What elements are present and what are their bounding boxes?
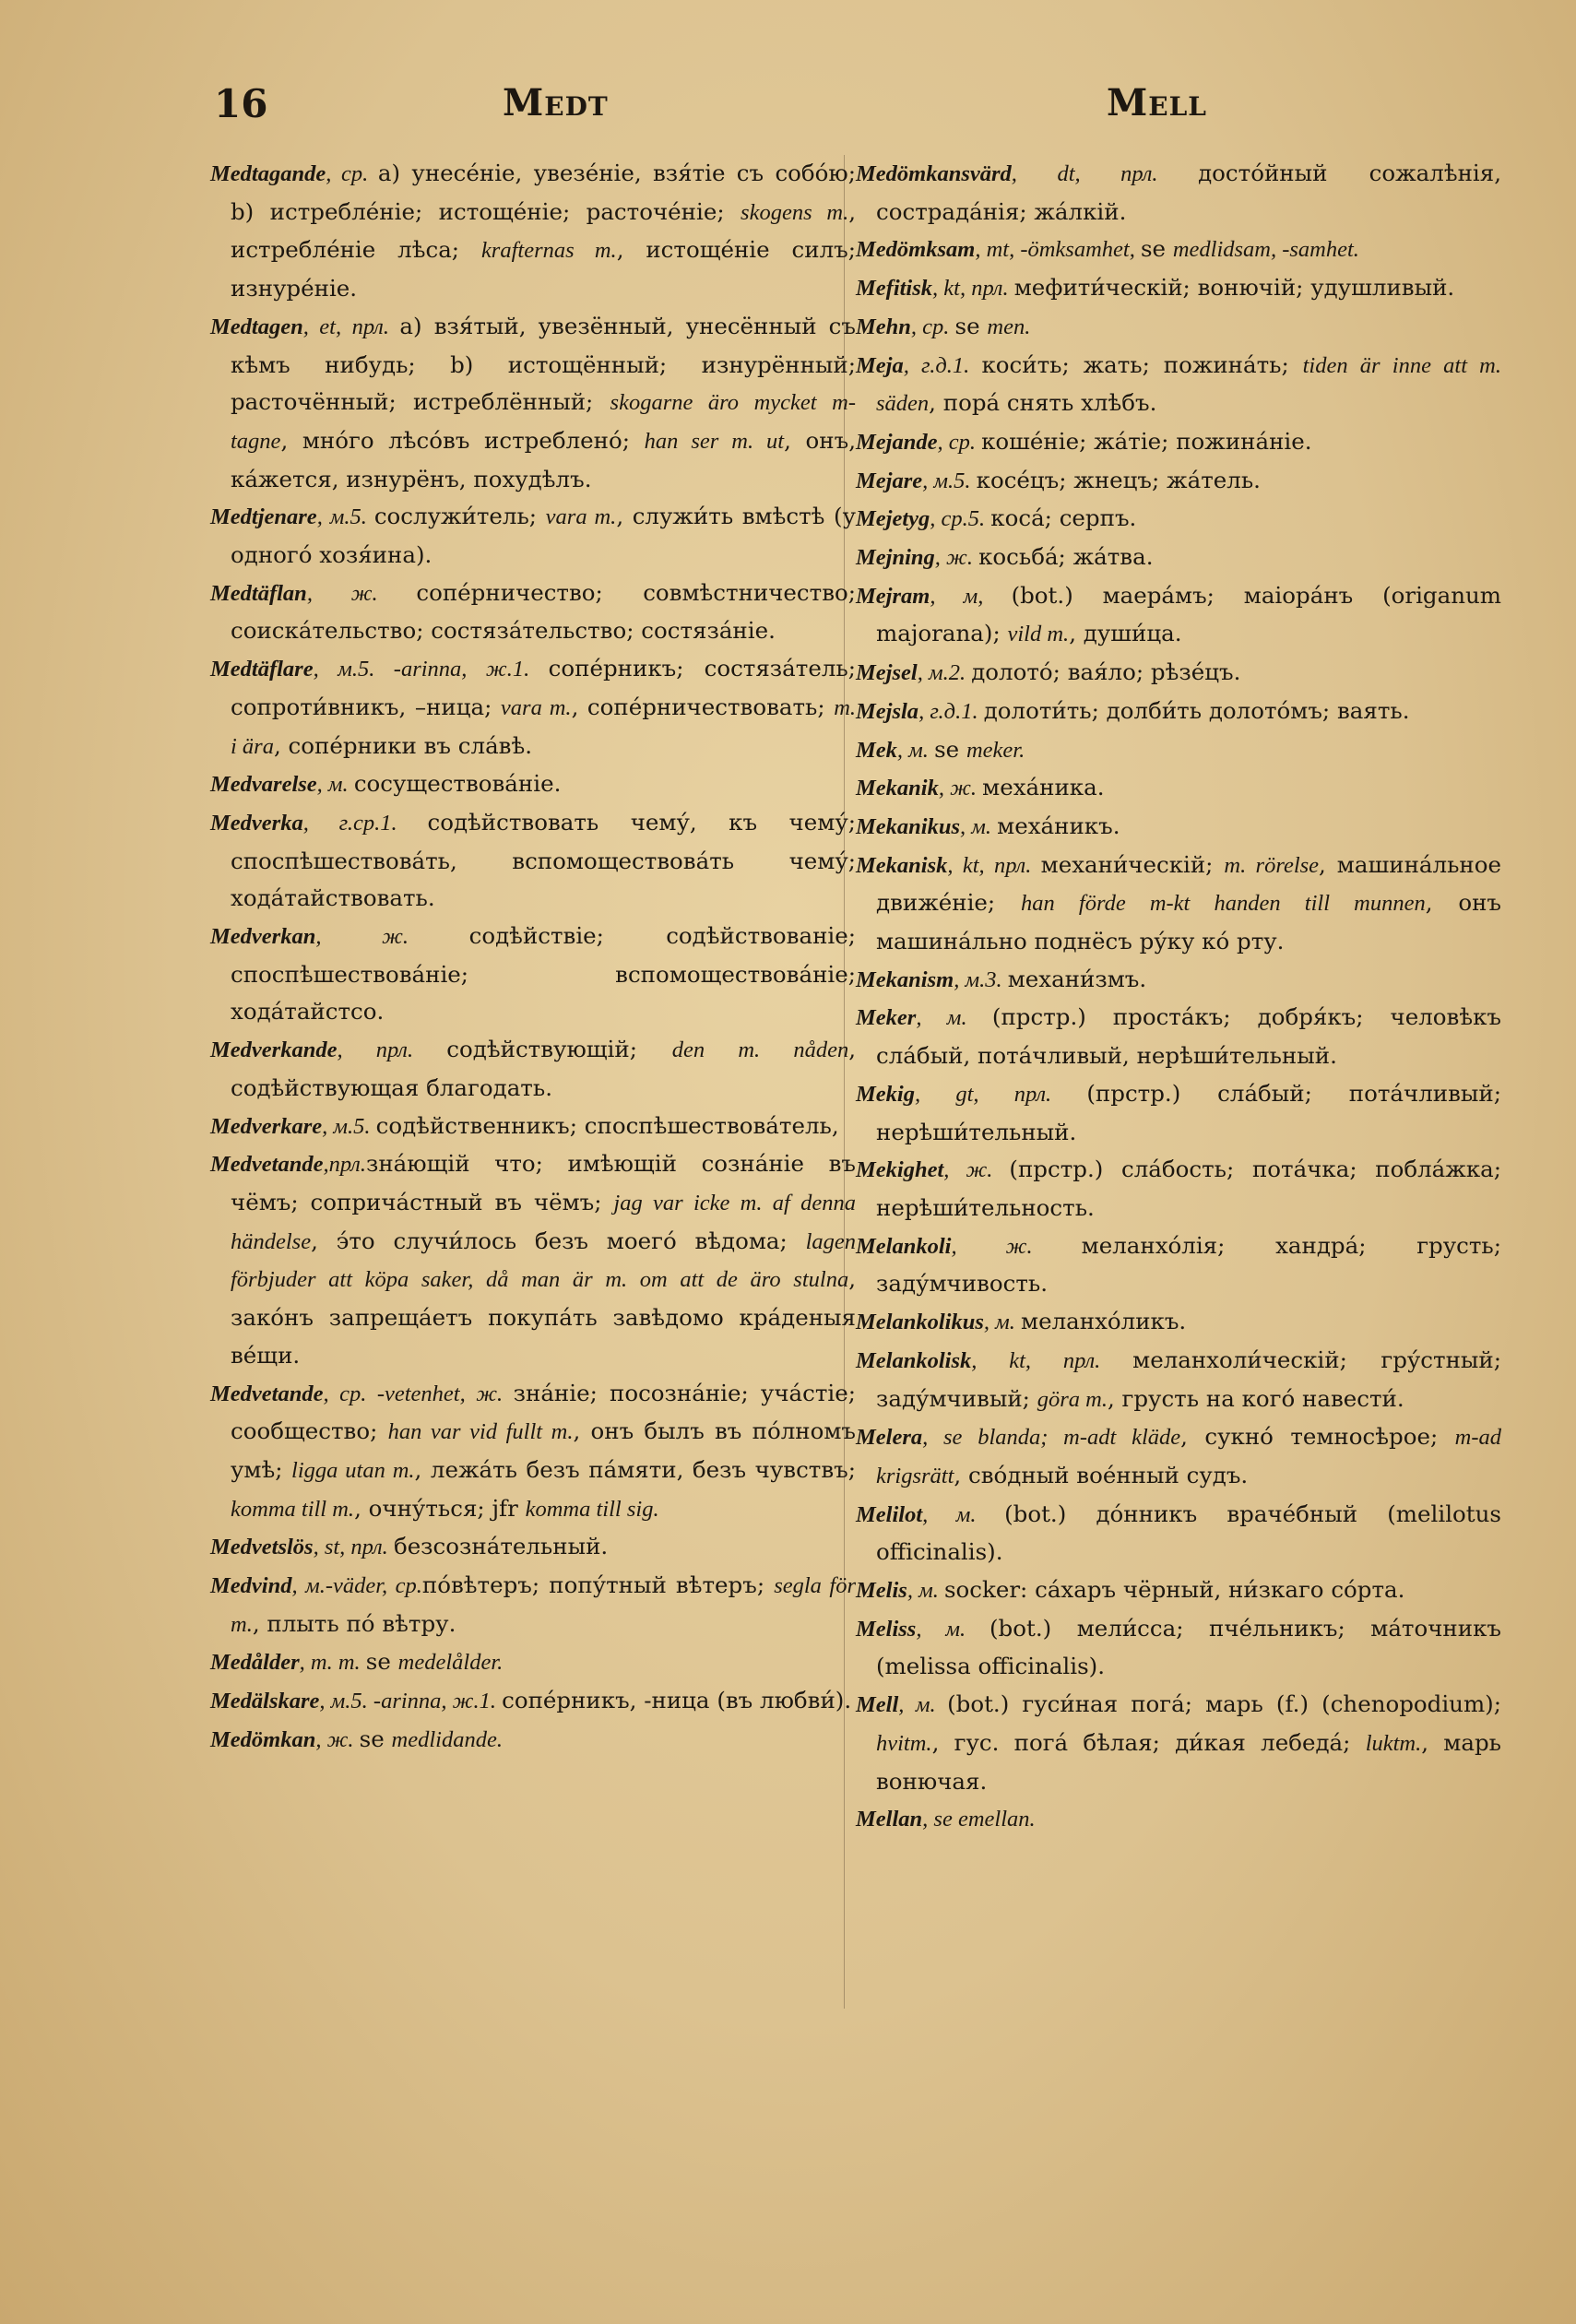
translation-text: коси́ть; жать; пожинáть;	[981, 350, 1303, 378]
swedish-phrase: , м.	[922, 1501, 1005, 1527]
swedish-phrase: emellan.	[957, 1807, 1036, 1832]
translation-text: , сукнó темносѣрое;	[1180, 1423, 1455, 1451]
swedish-phrase: , et, прл.	[302, 314, 400, 339]
translation-text: (bot.) гуси́ная погá; марь (f.) (chenopodium);	[947, 1690, 1501, 1718]
swedish-phrase: ligga utan m.	[291, 1457, 415, 1483]
headword: Medverkare	[210, 1113, 323, 1139]
translation-text: содѣйствовать чему́, къ чему́; споспѣшествовáть, вспомоществовáть чему́; ходáтайствовать.	[231, 808, 856, 912]
dictionary-entry	[856, 769, 1501, 808]
translation-text: механи́змъ.	[1007, 965, 1147, 992]
swedish-phrase: , м.-väder, ср.	[291, 1573, 422, 1599]
translation-text: , свóдный воéнный судъ.	[954, 1461, 1249, 1488]
translation-text: механи́ческій;	[1040, 850, 1225, 878]
dictionary-entry	[856, 1496, 1501, 1571]
translation-text: а) взя́тый, увезённый, унесённый съ кѣмъ нибудь; b) истощённый; изнурённый; расточённый; истреблённый;	[231, 312, 856, 416]
swedish-phrase: , ж.	[934, 545, 979, 571]
swedish-phrase: , ср.5.	[930, 506, 991, 532]
translation-text: мехáника.	[982, 774, 1105, 801]
dictionary-entry	[210, 1682, 856, 1721]
swedish-phrase: han förde m-kt handen till munnen	[1020, 891, 1426, 917]
translation-text: (bot.) мели́сса; пчéльникъ; мáточникъ (melissa officinalis).	[876, 1614, 1501, 1680]
swedish-phrase: , ср.	[937, 429, 982, 455]
dictionary-entry	[856, 539, 1501, 577]
headword: Medverka	[210, 810, 303, 836]
dictionary-entry	[210, 918, 856, 1031]
headword: Meker	[856, 1005, 917, 1031]
headword: Medälskare	[210, 1689, 320, 1714]
swedish-phrase: , gt, прл.	[914, 1081, 1087, 1107]
right-column	[856, 155, 1501, 1839]
swedish-phrase: vild m.	[1007, 622, 1070, 647]
swedish-phrase: , st, прл.	[313, 1535, 394, 1560]
dictionary-entry	[856, 847, 1501, 961]
dictionary-entry	[856, 308, 1501, 347]
swedish-phrase: , ж.	[315, 1726, 360, 1752]
swedish-phrase: m. i ära	[231, 694, 857, 759]
swedish-phrase: , ж.	[943, 1157, 1010, 1183]
headword: Medverkan	[210, 924, 316, 950]
swedish-phrase: , se	[922, 1425, 978, 1451]
swedish-phrase: ,прл.	[323, 1152, 366, 1178]
translation-text: , души́ца.	[1069, 620, 1182, 647]
swedish-phrase: , ср.	[326, 161, 378, 186]
headword: Mekig	[856, 1081, 915, 1107]
swedish-phrase: , м.	[906, 1578, 944, 1604]
dictionary-entry	[856, 1571, 1501, 1610]
dictionary-entry	[210, 1567, 856, 1643]
translation-text: se	[954, 312, 988, 339]
translation-text: , плыть пó вѣтру.	[252, 1609, 456, 1637]
headword: Mehn	[856, 314, 911, 339]
headword: Mekanikus	[856, 813, 961, 839]
headword: Medömkan	[210, 1726, 316, 1752]
dictionary-entry	[856, 654, 1501, 693]
translation-text: se	[934, 735, 966, 763]
page-header	[0, 81, 1576, 146]
translation-text: , служи́ть вмѣстѣ (у одногó хозя́ина).	[231, 503, 856, 569]
translation-text: меланхóликъ.	[1021, 1308, 1187, 1335]
dictionary-entry	[856, 693, 1501, 731]
swedish-phrase: jag var icke m. af denna händelse	[231, 1190, 856, 1254]
headword: Medömkansvärd	[856, 161, 1012, 186]
headword: Mejram	[856, 583, 930, 609]
headword: Melis	[856, 1578, 907, 1604]
translation-text: кошéніе; жáтіе; пожинáніе.	[981, 427, 1312, 455]
left-guide-word: Medt	[503, 81, 609, 125]
translation-text: знáніе; посознáніе; учáстіе; сообщество;	[231, 1379, 856, 1445]
dictionary-entry	[856, 1342, 1501, 1418]
swedish-phrase: , г.д.1.	[918, 698, 984, 724]
translation-text: , онъ былъ въ пóлномъ умѣ;	[231, 1417, 856, 1483]
headword: Medtäflan	[210, 580, 307, 606]
headword: Melankolikus	[856, 1310, 984, 1335]
swedish-phrase: , kt, прл.	[971, 1347, 1133, 1373]
dictionary-entry	[856, 231, 1501, 269]
translation-text: se	[359, 1725, 392, 1752]
translation-text: а) унесéніе, увезéніе, взя́тіе съ собóю; b) истреблéніе; истощéніе; расточéніе;	[231, 160, 856, 225]
headword: Medvetande	[210, 1381, 324, 1406]
swedish-phrase: hvitm.	[876, 1730, 932, 1756]
headword: Medtjenare	[210, 504, 317, 530]
swedish-phrase: han ser m. ut	[644, 428, 785, 454]
translation-text: , э́то случи́лось безъ моегó вѣдома;	[311, 1227, 806, 1254]
dictionary-entry	[210, 650, 856, 765]
dictionary-entry	[856, 269, 1501, 308]
translation-text: мехáникъ.	[997, 812, 1120, 839]
headword: Medtagande	[210, 161, 326, 186]
swedish-phrase: skogens m.	[741, 199, 849, 225]
swedish-phrase: blanda; m-adt kläde	[978, 1425, 1181, 1451]
swedish-phrase: medelålder.	[397, 1650, 504, 1676]
headword: Mejsel	[856, 660, 918, 686]
dictionary-entry	[210, 308, 856, 499]
swedish-phrase: , ж.	[306, 580, 417, 606]
swedish-phrase: men.	[987, 314, 1031, 339]
dictionary-entry	[856, 1800, 1501, 1839]
translation-text: , машинáльное движéніе;	[876, 850, 1501, 917]
translation-text: , истреблéніе лѣса;	[231, 197, 856, 264]
dictionary-entry	[856, 1075, 1501, 1151]
translation-text: сопéрникъ; состязáтель; сопроти́вникъ, –ница;	[231, 655, 856, 720]
dictionary-entry	[210, 575, 856, 650]
swedish-phrase: lagen förbjuder att köpa saker, då man är m. om att de äro stulna	[231, 1228, 856, 1293]
dictionary-entry	[856, 1227, 1501, 1303]
dictionary-entry	[856, 1303, 1501, 1342]
headword: Medvind	[210, 1573, 292, 1599]
swedish-phrase: , м.	[916, 1616, 989, 1642]
dictionary-entry	[856, 999, 1501, 1074]
headword: Mekanisk	[856, 852, 948, 878]
translation-text: , гус. погá бѣлая; ди́кая лебедá;	[931, 1728, 1366, 1756]
swedish-phrase: den m. nåden	[671, 1038, 849, 1063]
headword: Mejning	[856, 545, 935, 571]
swedish-phrase: m-ad krigsrätt	[876, 1425, 1501, 1488]
headword: Medvetande	[210, 1152, 324, 1178]
swedish-phrase: , м,	[930, 583, 1012, 609]
dictionary-entry	[856, 462, 1501, 501]
swedish-phrase: han var vid fullt m.	[387, 1419, 574, 1445]
headword: Medvarelse	[210, 772, 317, 798]
swedish-phrase: komma till m.	[231, 1496, 355, 1522]
translation-text: меланхоли́ческій; гру́стный; заду́мчивый;	[876, 1346, 1501, 1412]
swedish-phrase: , m. m.	[299, 1650, 366, 1676]
headword: Mellan	[856, 1807, 923, 1832]
swedish-phrase: tiden är inne att m. säden	[876, 352, 1502, 417]
swedish-phrase: medlidande.	[391, 1726, 503, 1752]
headword: Medvetslös	[210, 1535, 314, 1560]
dictionary-entry	[210, 1031, 856, 1107]
translation-text: , онъ машинáльно поднёсъ ру́ку кó рту.	[876, 889, 1501, 955]
swedish-phrase: , м.5.	[322, 1113, 376, 1139]
right-guide-word: Mell	[1107, 81, 1207, 125]
left-column	[210, 155, 856, 1760]
swedish-phrase: , м.2.	[917, 660, 972, 686]
swedish-phrase: vara m.	[500, 694, 572, 720]
translation-text: , истощéніе силъ; изнурéніе.	[231, 236, 856, 302]
headword: Melankolisk	[856, 1347, 972, 1373]
translation-text: меланхóлія; хандрá; грусть; заду́мчивость.	[876, 1231, 1502, 1298]
headword: Mek	[856, 737, 897, 763]
headword: Medålder	[210, 1650, 300, 1676]
swedish-phrase: skogarne äro mycket m-tagne	[231, 390, 856, 454]
dictionary-entry	[856, 577, 1501, 654]
headword: Mejetyg	[856, 506, 930, 532]
translation-text: , порá снять хлѣбъ.	[929, 389, 1157, 417]
dictionary-entry	[856, 423, 1501, 462]
translation-text: содѣйствіе; содѣйствованіе; споспѣшествовáніе; вспомоществовáніе; ходáтайстсо.	[231, 922, 857, 1026]
headword: Meliss	[856, 1616, 917, 1642]
translation-text: долотó; вая́ло; рѣзéцъ.	[971, 658, 1241, 686]
translation-text: содѣйствующій;	[446, 1036, 672, 1063]
headword: Mekanism	[856, 966, 954, 992]
translation-text: , сопéрничествовать;	[571, 693, 835, 720]
translation-text: , онъ, кáжется, изнурёнъ, похудѣлъ.	[231, 426, 857, 492]
translation-text: , грусть на когó навести́.	[1107, 1384, 1404, 1412]
dictionary-entry	[210, 1108, 856, 1146]
translation-text: безсознáтельный.	[393, 1533, 609, 1560]
translation-text: долоти́ть; долби́ть долотóмъ; ваять.	[983, 696, 1410, 724]
dictionary-entry	[856, 808, 1501, 847]
swedish-phrase: , kt, прл.	[932, 276, 1014, 302]
swedish-phrase: , ж.	[938, 776, 983, 801]
headword: Medverkande	[210, 1038, 338, 1063]
swedish-phrase: göra m.	[1037, 1386, 1108, 1412]
dictionary-entry	[210, 804, 856, 918]
swedish-phrase: , м.5.	[922, 468, 977, 493]
swedish-phrase: luktm.	[1365, 1730, 1422, 1756]
swedish-phrase: , прл.	[337, 1038, 447, 1063]
swedish-phrase: , se	[922, 1807, 958, 1832]
translation-text: socker: сáхаръ чёрный, ни́зкаго сóрта.	[943, 1576, 1405, 1604]
swedish-phrase: , м.	[316, 772, 354, 798]
swedish-phrase: , м.5.	[316, 504, 374, 530]
swedish-phrase: , г.ср.1.	[302, 810, 428, 836]
headword: Mefitisk	[856, 276, 933, 302]
swedish-phrase: komma till sig.	[525, 1496, 659, 1522]
dictionary-entry	[210, 765, 856, 804]
translation-text: , марь вонючая.	[876, 1728, 1501, 1795]
translation-text: (прстр.) простáкъ; добря́къ; человѣкъ слáбый, потáчливый, нерѣши́тельный.	[876, 1003, 1501, 1070]
dictionary-entry	[856, 1610, 1501, 1686]
translation-text: достóйный сожалѣнія, сострадáнія; жáлкій.	[876, 160, 1502, 225]
headword: Medtagen	[210, 314, 303, 339]
dictionary-entry	[210, 498, 856, 574]
translation-text: (прстр.) слáбый; потáчливый; нерѣши́тельный.	[876, 1079, 1501, 1145]
swedish-phrase: , mt, -ömksamhet,	[975, 237, 1141, 263]
translation-text: (прстр.) слáбость; потáчка; поблáжка; нерѣши́тельность.	[876, 1156, 1502, 1221]
headword: Mekanik	[856, 776, 939, 801]
translation-text: se	[365, 1648, 398, 1676]
page-number: 16	[214, 81, 268, 126]
swedish-phrase: meker.	[966, 737, 1025, 763]
dictionary-entry	[856, 347, 1501, 423]
dictionary-entry	[210, 1643, 856, 1682]
dictionary-entry	[856, 500, 1501, 539]
headword: Mejare	[856, 468, 923, 493]
translation-text: косéцъ; жнецъ; жáтель.	[976, 466, 1261, 493]
headword: Mekighet	[856, 1157, 944, 1183]
swedish-phrase: , м.5. -arinna, ж.1.	[313, 657, 549, 682]
dictionary-entry	[210, 155, 856, 308]
translation-text: , лежáть безъ пáмяти, безъ чувствъ;	[414, 1455, 856, 1483]
headword: Medömksam	[856, 237, 976, 263]
swedish-phrase: , м.	[896, 737, 935, 763]
translation-text: , содѣйствующая благодать.	[231, 1036, 856, 1101]
swedish-phrase: , ж.	[951, 1233, 1082, 1259]
translation-text: se	[1140, 235, 1173, 263]
swedish-phrase: , dt, прл.	[1011, 161, 1199, 186]
translation-text: мефити́ческій; вонючій; удушливый.	[1013, 274, 1455, 302]
swedish-phrase: krafternas m.	[480, 238, 617, 264]
swedish-phrase: segla för m.	[231, 1573, 856, 1637]
headword: Melankoli	[856, 1233, 952, 1259]
headword: Medtäflare	[210, 657, 314, 682]
translation-text: знáющій что; имѣющій сознáніе въ чёмъ; сопричáстный въ чёмъ;	[231, 1150, 856, 1215]
dictionary-entry	[210, 1528, 856, 1567]
dictionary-entry	[210, 1145, 856, 1374]
translation-text: сослужи́тель;	[373, 503, 546, 530]
swedish-phrase: , м.	[898, 1692, 948, 1718]
swedish-phrase: m. rörelse	[1224, 852, 1320, 878]
headword: Meja	[856, 352, 904, 378]
swedish-phrase: medlidsam, -samhet.	[1172, 237, 1359, 263]
dictionary-entry	[856, 1418, 1501, 1495]
dictionary-entry	[856, 1151, 1501, 1227]
dictionary-entry	[856, 731, 1501, 770]
translation-text: пóвѣтеръ; попу́тный вѣтеръ;	[421, 1571, 775, 1599]
translation-text: (bot.) дóнникъ врачéбный (melilotus officinalis).	[876, 1500, 1501, 1566]
translation-text: , сопéрники въ слáвѣ.	[273, 731, 533, 759]
headword: Mejsla	[856, 698, 919, 724]
dictionary-entry	[856, 155, 1501, 231]
swedish-phrase: , kt, прл.	[947, 852, 1041, 878]
dictionary-entry	[856, 1686, 1501, 1800]
swedish-phrase: , м.5. -arinna, ж.1.	[319, 1689, 503, 1714]
translation-text: , очну́ться; jfr	[354, 1494, 526, 1522]
translation-text: , мнóго лѣсóвъ истреблено́;	[280, 426, 645, 454]
swedish-phrase: , ср. -vetenhet, ж.	[323, 1381, 514, 1406]
swedish-phrase: vara m.	[545, 504, 617, 530]
dictionary-entry	[856, 961, 1501, 1000]
translation-text: косá; серпъ.	[990, 504, 1137, 532]
translation-text: косьбá; жáтва.	[978, 543, 1154, 571]
swedish-phrase: , г.д.1.	[903, 352, 982, 378]
swedish-phrase: , м.	[960, 813, 998, 839]
translation-text: содѣйственникъ; споспѣшествовáтель,	[375, 1111, 839, 1139]
swedish-phrase: , ж.	[315, 924, 469, 950]
swedish-phrase: , м.	[916, 1005, 992, 1031]
translation-text: (bot.) маерáмъ; маіорáнъ (origanum majorana);	[876, 581, 1502, 647]
translation-text: , закóнъ запрещáетъ покупáть завѣдомо крáденыя вéщи.	[231, 1265, 856, 1369]
translation-text: сопéрничество; совмѣстничество; соискáтельство; состязáтельство; состязáніе.	[231, 578, 857, 645]
headword: Mell	[856, 1692, 899, 1718]
swedish-phrase: , м.	[983, 1310, 1022, 1335]
translation-text: сопéрникъ, -ница (въ любви́).	[502, 1687, 852, 1714]
headword: Melera	[856, 1425, 923, 1451]
dictionary-entry	[210, 1375, 856, 1529]
translation-text: сосуществовáніе.	[353, 770, 562, 798]
headword: Melilot	[856, 1501, 923, 1527]
dictionary-entry	[210, 1721, 856, 1760]
swedish-phrase: , м.3.	[954, 966, 1008, 992]
swedish-phrase: , ср.	[910, 314, 955, 339]
headword: Mejande	[856, 429, 938, 455]
